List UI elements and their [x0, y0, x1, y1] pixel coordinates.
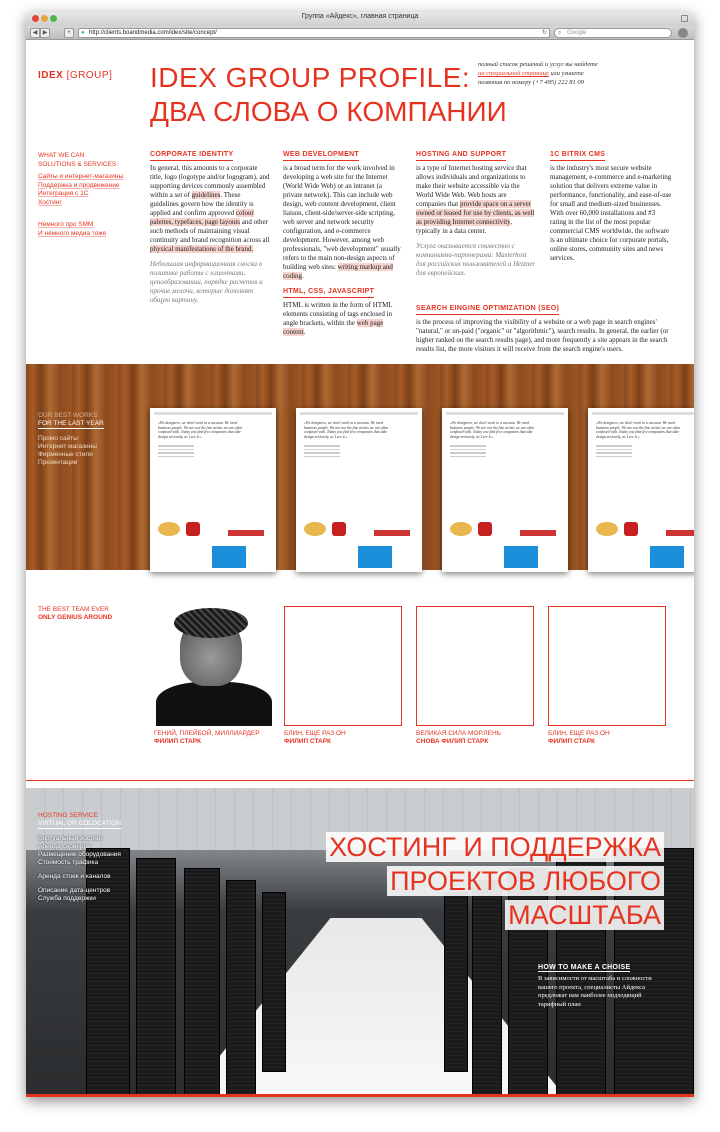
choose-text: В зависимости от масштаба и сложности вашего проекта, специалисты Айдекса предложат вам наиболее подходящий тарифный план	[538, 975, 652, 1008]
works-item[interactable]: Презентации	[38, 459, 78, 466]
text: . These guidelines govern how the identity is applied and confirm approved	[150, 191, 254, 217]
logo-light: [GROUP]	[63, 70, 113, 81]
hosting-title-text: ХОСТИНГ И ПОДДЕРЖКА	[326, 832, 664, 862]
works-item[interactable]: Фирменные стили	[38, 451, 93, 458]
team-caption	[548, 730, 610, 746]
member-role: БЛИН, ЕЩЕ РАЗ ОН	[548, 730, 610, 737]
identity-note: Небольшая информационная сноска о политике работы с клиентами, ценообразовании, порядке расчетов и прочие мелочи, которые дополнят общую картину.	[150, 260, 263, 304]
team-member-placeholder[interactable]	[416, 606, 534, 726]
thumbnail-quote: «We designers, we don't work in a vacuum. We need business people. We are not the fine artists we are often confused with. Today you find few companies that take design seriously, as I see it.»	[304, 421, 389, 439]
column-heading: SEARCH EINGINE OPTIMIZATION (SEO)	[416, 304, 559, 315]
hosting-item[interactable]: Аренда серверов	[38, 843, 91, 850]
team-member-placeholder[interactable]	[548, 606, 666, 726]
hosting-heading2: VIRTUAL OR COLOCATION	[38, 820, 121, 827]
services-item[interactable]: Поддержка и продвижение	[38, 181, 120, 189]
text: , typically in a data center.	[416, 218, 512, 235]
portfolio-thumbnail[interactable]	[296, 408, 422, 572]
column-heading: HTML, CSS, JAVASCRIPT	[283, 287, 374, 298]
thumbnail-quote: «We designers, we don't work in a vacuum. We need business people. We are not the fine artists we are often confused with. Today you find few companies that take design seriously, as I see it.»	[450, 421, 535, 439]
special-page-link[interactable]: на специальной странице	[478, 70, 549, 77]
services-heading2: SOLUTIONS & SERVICES	[38, 160, 117, 168]
top-note-line3: позвонив по номеру (+7 495) 222 81 09	[478, 79, 584, 86]
hosting-section	[26, 788, 694, 1097]
page-title-line1: IDEX GROUP PROFILE:	[150, 62, 471, 93]
text: is the industry's most secure website management, e-commerce and e-marketing solution that delivers extreme value in performance, functionality, and ease-of-use for small and medium-sized businesses. With over 60,000 installations and #3 rating in the list of the most popular commercial CMS worldwide, the software is an ultimate choice for corporate portals, online stores, community sites and news services.	[550, 164, 672, 262]
choose-heading[interactable]: HOW TO MAKE A CHOISE	[538, 964, 631, 971]
team-member-placeholder[interactable]	[284, 606, 402, 726]
top-note	[478, 60, 628, 87]
back-button[interactable]: ◀	[30, 28, 40, 38]
text: is the process of improving the visibility of a website or a web page in search engines' "natural," or un-paid ("organic" or "algorithmic"), search results. In general, the earlier (or higher ranked on the search results page), and more frequently a site appears in the search results list, the more visitors it will receive from the search engine's users.	[416, 318, 669, 353]
stop-icon[interactable]	[678, 28, 688, 38]
highlight: physical manifestations of the brand.	[150, 245, 254, 253]
services-item[interactable]: Сайты и интернет-магазины	[38, 173, 124, 180]
team-caption	[154, 730, 260, 746]
highlight: web page content	[283, 319, 384, 336]
hosting-title-line2	[387, 866, 664, 897]
thumbnail-quote: «We designers, we don't work in a vacuum. We need business people. We are not the fine artists we are often confused with. Today you find few companies that take design seriously, as I see it.»	[158, 421, 243, 439]
works-item[interactable]: Промо сайты	[38, 435, 78, 442]
member-role: БЛИН, ЕЩЕ РАЗ ОН	[284, 730, 346, 737]
works-item[interactable]: Интернет магазины	[38, 443, 97, 450]
team-member-photo[interactable]	[154, 606, 272, 726]
column-heading: CORPORATE IDENTITY	[150, 150, 233, 161]
services-item[interactable]: Интеграция с 1С	[38, 190, 89, 197]
browser-toolbar	[26, 26, 694, 40]
text: is a type of Internet hosting service that allows individuals and organizations to make their website accessible via the World Wide Web. Web hosts are companies that	[416, 164, 527, 208]
column-seo	[416, 304, 672, 354]
text: .	[303, 328, 306, 336]
add-bookmark-button[interactable]: +	[64, 28, 74, 38]
url-text: http://clients.boandmedia.com/idex/site/concept/	[89, 30, 217, 36]
footer-bar	[26, 1094, 694, 1097]
highlight: colour palettes, typefaces, page layouts	[150, 209, 254, 226]
text: .	[302, 272, 304, 280]
search-placeholder: Google	[567, 30, 587, 36]
how-to-choose	[538, 956, 668, 1009]
services-menu	[38, 152, 123, 238]
works-menu	[38, 412, 104, 467]
logo-bold: IDEX	[38, 70, 64, 81]
team-caption	[416, 730, 501, 746]
column-heading: 1C BITRIX CMS	[550, 150, 605, 161]
column-heading: HOSTING AND SUPPORT	[416, 150, 506, 161]
hosting-item[interactable]: Аренда стоек и каналов	[38, 873, 111, 880]
column-identity	[150, 150, 270, 305]
member-role: ГЕНИЙ, ПЛЕЙБОЙ, МИЛЛИАРДЕР	[154, 730, 260, 737]
hosting-item[interactable]: Виртуальный хостинг	[38, 835, 103, 842]
member-name: СНОВА ФИЛИП СТАРК	[416, 738, 489, 745]
page-title-line2: ДВА СЛОВА О КОМПАНИИ	[150, 96, 507, 127]
member-name: ФИЛИП СТАРК	[284, 738, 332, 745]
works-heading2: FOR THE LAST YEAR	[38, 420, 104, 427]
top-note-line2: или узнаете	[548, 70, 584, 77]
text: HTML is written in the form of HTML elements consisting of tags enclosed in angle brackets, within the	[283, 301, 393, 327]
portfolio-thumbnail[interactable]	[588, 408, 694, 572]
search-icon: ⌕	[558, 30, 562, 36]
search-field[interactable]	[554, 28, 672, 38]
forward-button[interactable]: ▶	[40, 28, 50, 38]
hosting-item[interactable]: Стоимость трафика	[38, 859, 99, 866]
fullscreen-icon[interactable]	[681, 15, 688, 22]
highlight: guidelines	[191, 191, 221, 199]
top-note-line1: полный список решений и услуг вы найдете	[478, 61, 598, 68]
column-webdev	[283, 150, 403, 337]
address-bar[interactable]	[78, 28, 550, 38]
team-heading	[38, 606, 112, 622]
site-icon: ●	[81, 30, 85, 36]
text: is a broad term for the work involved in developing a web site for the Internet (World Wide Web) or an intranet (a private network). This can include web design, web content development, client liaison, client-side/server-side scripting, web server and network security configuration, and e-commerce development. However, among web professionals, "web development" usually refers to the main non-design aspects of building web sites:	[283, 164, 401, 271]
member-role: ВЕЛИКАЯ СИЛА МОР.ЛЕНЬ	[416, 730, 501, 737]
reload-icon[interactable]: ↻	[541, 30, 547, 36]
column-heading: WEB DEVELOPMENT	[283, 150, 359, 161]
text: In general, this amounts to a corporate title, logo (logotype and/or logogram), and supporting devices commonly assembled within a set of	[150, 164, 270, 199]
services-item[interactable]: Хостинг	[38, 198, 62, 206]
portfolio-thumbnail[interactable]	[442, 408, 568, 572]
hosting-title-line3	[505, 900, 664, 931]
portfolio-thumbnail[interactable]	[150, 408, 276, 572]
highlight: writing markup and coding	[283, 263, 393, 280]
text: and other such methods of maintaining visual continuity and brand recognition across all	[150, 218, 270, 244]
member-name: ФИЛИП СТАРК	[154, 738, 202, 745]
member-name: ФИЛИП СТАРК	[548, 738, 596, 745]
column-bitrix	[550, 150, 672, 263]
hosting-menu	[38, 812, 121, 903]
hosting-title-text: ПРОЕКТОВ ЛЮБОГО	[387, 866, 664, 896]
team-caption	[284, 730, 346, 746]
hosting-note: Услуга оказывается совместно с компаниями-партнерами: Masterhost для российских пользователей и Hetzner для европейских.	[416, 242, 536, 277]
team-heading2: ONLY GENIUS AROUND	[38, 614, 113, 621]
team-heading1: THE BEST TEAM EVER	[38, 606, 109, 613]
thumbnail-quote: «We designers, we don't work in a vacuum. We need business people. We are not the fine artists we are often confused with. Today you find few companies that take design seriously, as I see it.»	[596, 421, 681, 439]
services-item[interactable]: Немного про SMM	[38, 221, 94, 228]
hosting-title-line1	[326, 832, 664, 863]
highlight: provide space on a server owned or leased for use by clients, as well as providing Internet connectivity	[416, 200, 535, 226]
divider	[26, 780, 694, 781]
logo[interactable]	[38, 70, 112, 81]
services-heading1: WHAT WE CAN	[38, 152, 85, 159]
hosting-item[interactable]: Служба поддержки	[38, 895, 96, 902]
hosting-item[interactable]: Описание дата-центров	[38, 887, 111, 894]
hosting-heading1: HOSTING SERVICE	[38, 812, 98, 819]
column-hosting	[416, 150, 538, 278]
services-item[interactable]: И немного медиа тоже	[38, 229, 107, 237]
browser-window	[26, 12, 694, 1097]
window-title: Группа «Айдекс», главная страница	[301, 13, 419, 20]
works-section	[26, 364, 694, 570]
page-content	[26, 40, 694, 1097]
hosting-title-text: МАСШТАБА	[505, 900, 664, 930]
title-bar	[26, 12, 694, 26]
hosting-item[interactable]: Размещение оборудования	[38, 851, 121, 858]
works-heading1: OUR BEST WORKS	[38, 412, 98, 419]
